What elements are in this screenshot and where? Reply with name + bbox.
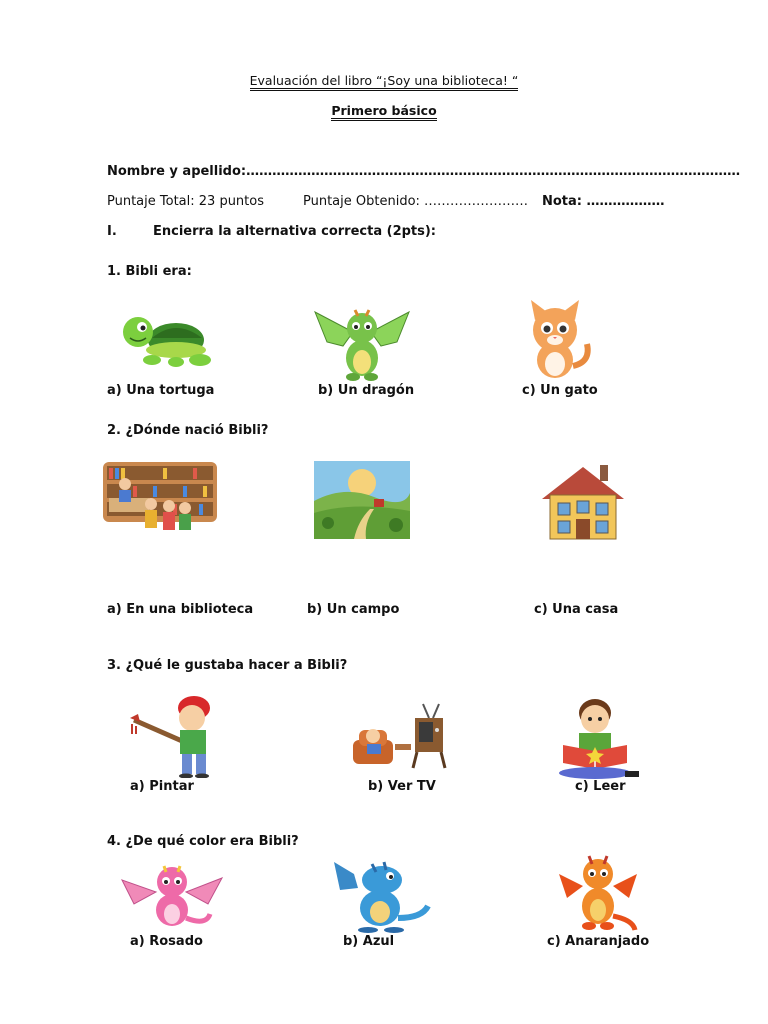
blue-dragon-icon[interactable] <box>332 858 432 934</box>
option-4a[interactable]: a) Rosado <box>130 934 203 949</box>
option-2b[interactable]: b) Un campo <box>307 602 400 617</box>
option-2c[interactable]: c) Una casa <box>534 602 619 617</box>
option-1a[interactable]: a) Una tortuga <box>107 383 215 398</box>
turtle-icon[interactable] <box>116 308 218 374</box>
option-4b[interactable]: b) Azul <box>343 934 395 949</box>
question-2: 2. ¿Dónde nació Bibli? <box>107 423 269 438</box>
option-4c[interactable]: c) Anaranjado <box>547 934 650 949</box>
page-subtitle: Primero básico <box>0 103 768 118</box>
option-3c[interactable]: c) Leer <box>575 779 626 794</box>
house-icon[interactable] <box>540 461 626 541</box>
pink-dragon-icon[interactable] <box>120 862 224 934</box>
painting-boy-icon[interactable] <box>128 690 220 778</box>
option-1b[interactable]: b) Un dragón <box>318 383 415 398</box>
cat-icon[interactable] <box>513 300 597 382</box>
question-1: 1. Bibli era: <box>107 264 192 279</box>
score-total: Puntaje Total: 23 puntos <box>107 194 264 209</box>
countryside-icon[interactable] <box>314 461 410 539</box>
grade-field: Nota: ……………… <box>542 194 665 209</box>
score-obtained: Puntaje Obtenido: …………………… <box>303 194 529 209</box>
library-icon[interactable] <box>103 458 217 536</box>
name-field-label: Nombre y apellido:…………………………………………………………………………………………………… <box>107 164 741 179</box>
green-dragon-icon[interactable] <box>313 302 411 382</box>
option-2a[interactable]: a) En una biblioteca <box>107 602 254 617</box>
reading-boy-icon[interactable] <box>553 695 641 779</box>
tv-watching-icon[interactable] <box>351 700 447 772</box>
option-3a[interactable]: a) Pintar <box>130 779 194 794</box>
question-3: 3. ¿Qué le gustaba hacer a Bibli? <box>107 658 348 673</box>
option-1c[interactable]: c) Un gato <box>522 383 598 398</box>
section-instruction: Encierra la alternativa correcta (2pts): <box>153 224 437 239</box>
section-number: I. <box>107 224 117 239</box>
option-3b[interactable]: b) Ver TV <box>368 779 436 794</box>
question-4: 4. ¿De qué color era Bibli? <box>107 834 299 849</box>
page-title: Evaluación del libro “¡Soy una biblioteca! “ <box>0 73 768 88</box>
orange-dragon-icon[interactable] <box>555 852 641 932</box>
